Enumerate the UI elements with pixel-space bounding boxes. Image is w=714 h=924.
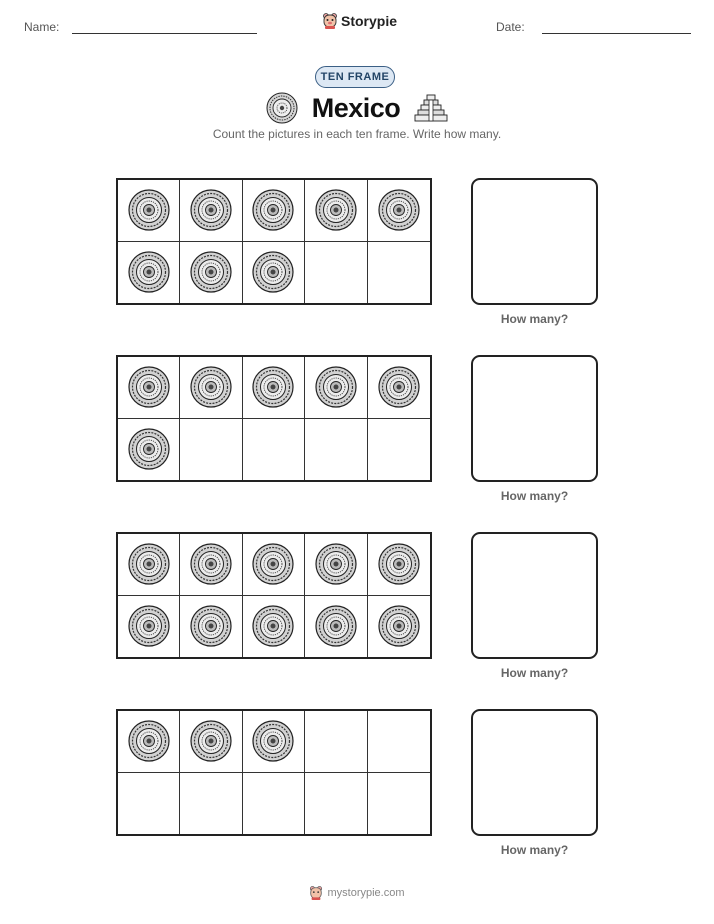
aztec-calendar-stone-icon (378, 543, 420, 585)
ten-frame-cell (243, 419, 305, 481)
name-label: Name: (24, 20, 60, 34)
aztec-calendar-stone-icon (190, 251, 232, 293)
brand-name: Storypie (341, 13, 398, 29)
how-many-label: How many? (500, 489, 569, 503)
date-label: Date: (496, 20, 525, 34)
mayan-pyramid-icon (414, 93, 448, 123)
instructions: Count the pictures in each ten frame. Write how many. (212, 127, 502, 141)
ten-frame-cell (243, 357, 305, 419)
ten-frame-cell (180, 242, 242, 304)
ten-frame (116, 178, 432, 305)
ten-frame-cell (118, 419, 180, 481)
aztec-calendar-stone-icon (266, 92, 298, 124)
ten-frame-cell (368, 596, 430, 658)
storypie-mascot-icon (309, 885, 323, 901)
ten-frame-cell (368, 534, 430, 596)
title-row (0, 90, 714, 126)
how-many-label: How many? (500, 666, 569, 680)
ten-frame-cell (180, 357, 242, 419)
ten-frame-cell (305, 180, 367, 242)
aztec-calendar-stone-icon (378, 605, 420, 647)
aztec-calendar-stone-icon (190, 366, 232, 408)
worksheet-tag: TEN FRAME (315, 66, 395, 88)
aztec-calendar-stone-icon (128, 366, 170, 408)
ten-frame (116, 355, 432, 482)
ten-frame-cell (243, 773, 305, 835)
ten-frame-cell (118, 711, 180, 773)
aztec-calendar-stone-icon (190, 605, 232, 647)
ten-frame-cell (118, 534, 180, 596)
aztec-calendar-stone-icon (190, 720, 232, 762)
answer-box[interactable] (471, 178, 598, 305)
footer (0, 885, 714, 901)
ten-frame-cell (305, 357, 367, 419)
ten-frame-cell (305, 711, 367, 773)
aztec-calendar-stone-icon (378, 189, 420, 231)
ten-frame-cell (180, 180, 242, 242)
ten-frame-cell (243, 242, 305, 304)
ten-frame-cell (180, 534, 242, 596)
name-line[interactable] (72, 33, 257, 34)
ten-frame-cell (118, 773, 180, 835)
ten-frame-cell (243, 534, 305, 596)
ten-frame-cell (368, 180, 430, 242)
ten-frame (116, 709, 432, 836)
ten-frame-cell (305, 419, 367, 481)
storypie-mascot-icon (322, 12, 338, 30)
aztec-calendar-stone-icon (252, 366, 294, 408)
how-many-label: How many? (500, 843, 569, 857)
ten-frame-cell (118, 596, 180, 658)
ten-frame (116, 532, 432, 659)
ten-frame-cell (243, 711, 305, 773)
page-title: Mexico (311, 92, 401, 123)
aztec-calendar-stone-icon (128, 189, 170, 231)
aztec-calendar-stone-icon (190, 543, 232, 585)
ten-frame-cell (243, 596, 305, 658)
aztec-calendar-stone-icon (128, 251, 170, 293)
aztec-calendar-stone-icon (252, 720, 294, 762)
ten-frame-cell (305, 596, 367, 658)
answer-box[interactable] (471, 355, 598, 482)
ten-frame-cell (368, 711, 430, 773)
aztec-calendar-stone-icon (315, 543, 357, 585)
ten-frame-cell (368, 773, 430, 835)
answer-box[interactable] (471, 709, 598, 836)
aztec-calendar-stone-icon (252, 543, 294, 585)
ten-frame-cell (305, 242, 367, 304)
aztec-calendar-stone-icon (128, 428, 170, 470)
aztec-calendar-stone-icon (378, 366, 420, 408)
aztec-calendar-stone-icon (190, 189, 232, 231)
ten-frame-cell (305, 773, 367, 835)
ten-frame-cell (368, 419, 430, 481)
date-line[interactable] (542, 33, 691, 34)
ten-frame-cell (118, 242, 180, 304)
aztec-calendar-stone-icon (252, 605, 294, 647)
ten-frame-cell (180, 419, 242, 481)
how-many-label: How many? (500, 312, 569, 326)
brand-logo (322, 12, 397, 30)
footer-url[interactable]: mystorypie.com (327, 887, 405, 899)
aztec-calendar-stone-icon (315, 605, 357, 647)
aztec-calendar-stone-icon (315, 189, 357, 231)
ten-frame-cell (368, 357, 430, 419)
aztec-calendar-stone-icon (252, 251, 294, 293)
answer-box[interactable] (471, 532, 598, 659)
aztec-calendar-stone-icon (128, 720, 170, 762)
aztec-calendar-stone-icon (252, 189, 294, 231)
ten-frame-cell (368, 242, 430, 304)
ten-frame-cell (243, 180, 305, 242)
ten-frame-cell (180, 773, 242, 835)
ten-frame-cell (305, 534, 367, 596)
aztec-calendar-stone-icon (128, 543, 170, 585)
ten-frame-cell (180, 711, 242, 773)
aztec-calendar-stone-icon (128, 605, 170, 647)
ten-frame-cell (118, 180, 180, 242)
ten-frame-cell (118, 357, 180, 419)
aztec-calendar-stone-icon (315, 366, 357, 408)
ten-frame-cell (180, 596, 242, 658)
